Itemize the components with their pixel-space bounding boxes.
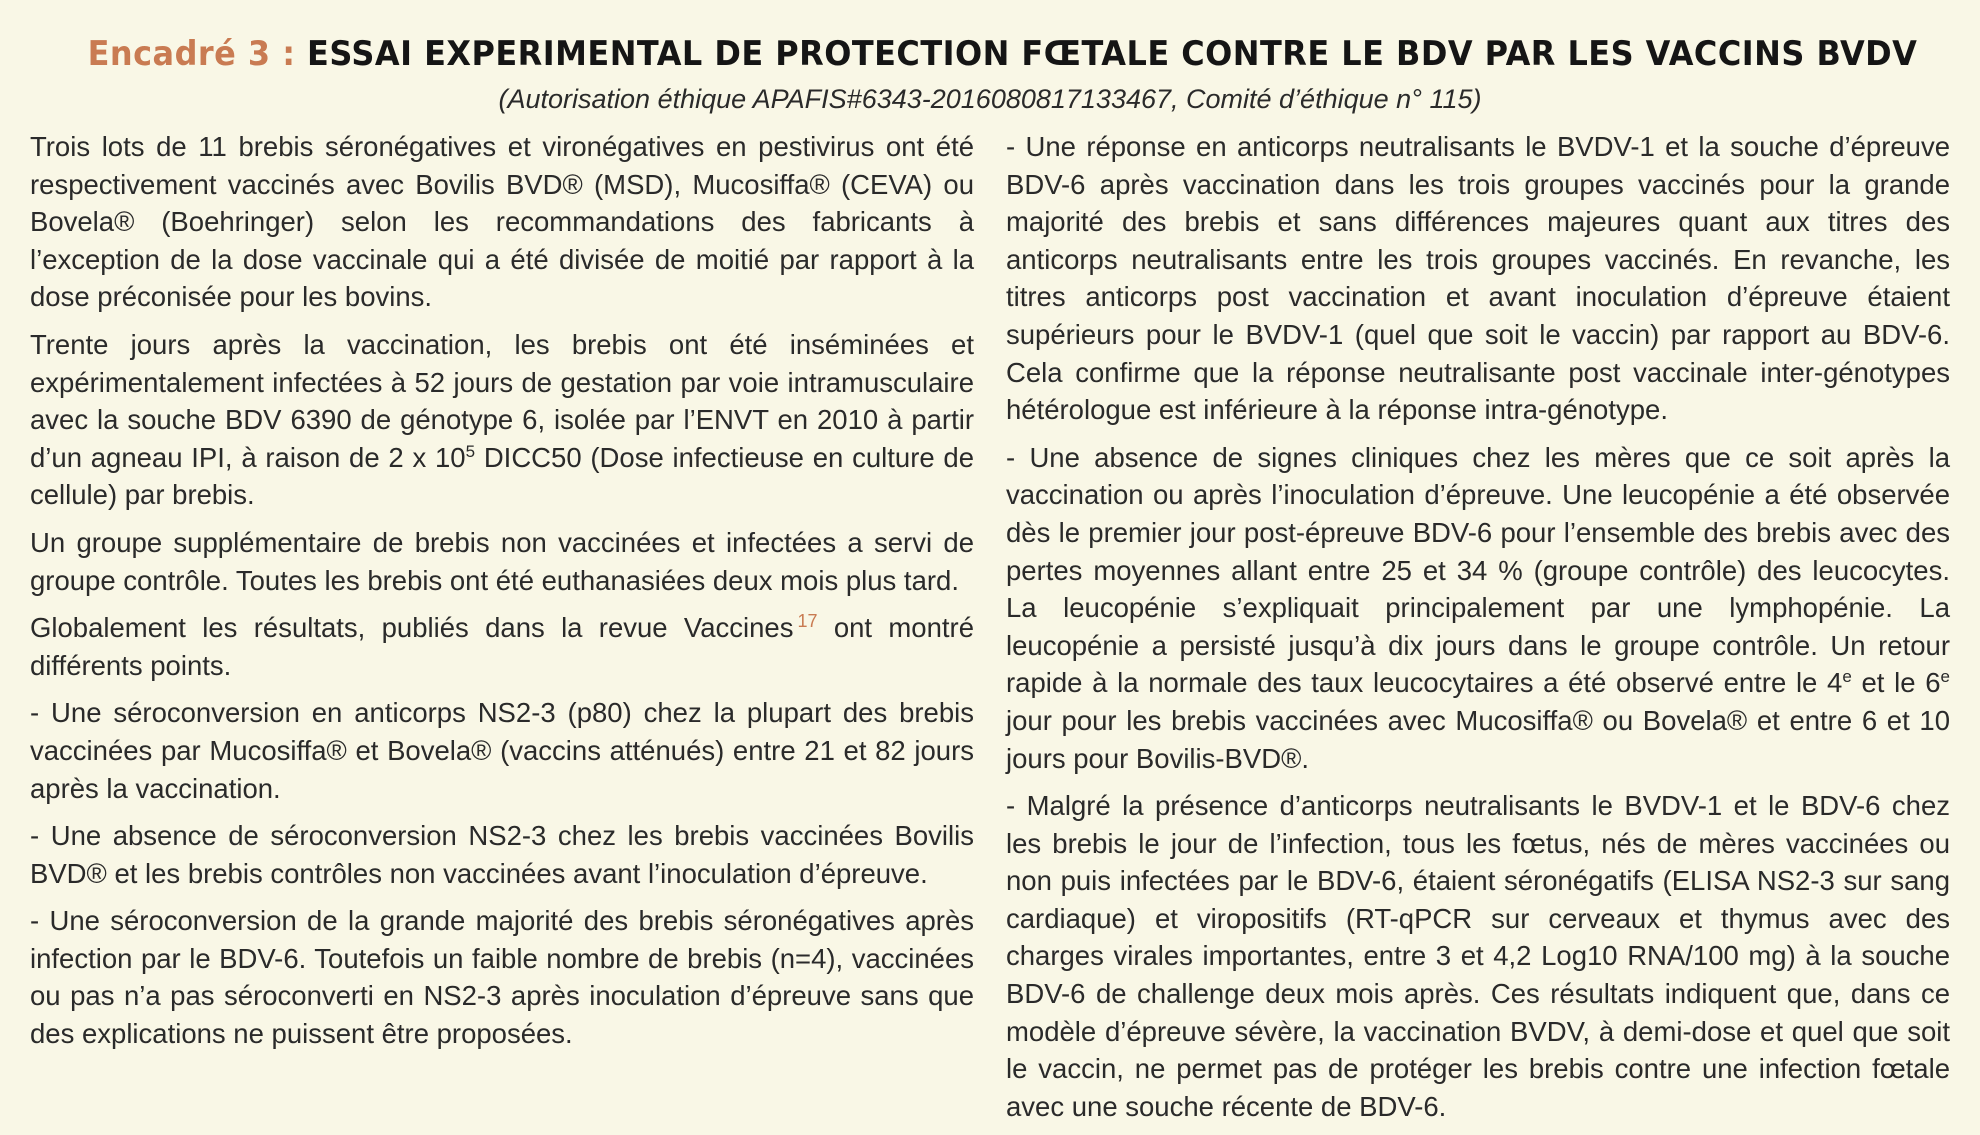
box-title <box>87 30 1918 78</box>
paragraph: - Une séroconversion en anticorps NS2-3 (p80) chez la plupart des brebis vaccinées par Mucosiffa® et Bovela® (vaccins atténués) entre 21 et 82 jours après la vaccination. <box>30 697 974 804</box>
paragraph-text: ont montré différents points. <box>30 612 974 681</box>
paragraph <box>30 326 974 514</box>
reference-number[interactable]: 17 <box>797 610 818 631</box>
paragraph-text: DICC50 (Dose infectieuse en culture de cellule) par brebis. <box>30 441 974 511</box>
exponent: 5 <box>465 441 476 461</box>
paragraph <box>30 609 974 684</box>
box-heading: ESSAI EXPERIMENTAL DE PROTECTION FŒTALE CONTRE LE BDV PAR LES VACCINS BVDV <box>307 34 1918 74</box>
paragraph: - Une absence de séroconversion NS2-3 chez les brebis vaccinées Bovilis BVD® et les brebis contrôles non vaccinées avant l’inoculation d’épreuve. <box>30 820 974 889</box>
paragraph: - Malgré la présence d’anticorps neutralisants le BVDV-1 et le BDV-6 chez les brebis le jour de l’infection, tous les fœtus, nés de mères vaccinées ou non puis infectées par le BDV-6, étaient séronégatifs (ELISA NS2-3 sur sang cardiaque) et viropositifs (RT-qPCR sur cerveaux et thymus avec des charges virales importantes, entre 3 et 4,2 Log10 RNA/100 mg) à la souche BDV-6 de challenge deux mois après. Ces résultats indiquent que, dans ce modèle d’épreuve sévère, la vaccination BVDV, à demi-dose et quel que soit le vaccin, ne permet pas de protéger les brebis contre une infection fœtale avec une souche récente de BDV-6. <box>1006 790 1950 1122</box>
paragraph: Trois lots de 11 brebis séronégatives et vironégatives en pestivirus ont été respectivement vaccinés avec Bovilis BVD® (MSD), Mucosiffa® (CEVA) ou Bovela® (Boehringer) selon les recommandations des fabricants à l’exception de la dose vaccinale qui a été divisée de moitié par rapport à la dose préconisée pour les bovins. <box>30 131 974 313</box>
ordinal-suffix: e <box>1940 667 1950 687</box>
paragraph: - Une réponse en anticorps neutralisants le BVDV-1 et la souche d’épreuve BDV-6 après vaccination dans les trois groupes vaccinés pour la grande majorité des brebis et sans différences majeures quant aux titres des anticorps neutralisants entre les trois groupes vaccinés. En revanche, les titres anticorps post vaccination et avant inoculation d’épreuve étaient supérieurs pour le BVDV-1 (quel que soit le vaccin) par rapport au BDV-6. Cela confirme que la réponse neutralisante post vaccinale inter-génotypes hétérologue est inférieure à la réponse intra-génotype. <box>1006 131 1950 426</box>
text-columns <box>30 128 1950 1135</box>
paragraph-text: jour pour les brebis vaccinées avec Mucosiffa® ou Bovela® et entre 6 et 10 jours pour Bovilis-BVD®. <box>1006 704 1950 774</box>
paragraph-text: Globalement les résultats, publiés dans la revue Vaccines <box>30 612 794 644</box>
box-label: Encadré 3 : <box>87 34 296 74</box>
paragraph: - Une séroconversion de la grande majorité des brebis séronégatives après infection par le BDV-6. Toutefois un faible nombre de brebis (n=4), vaccinées ou pas n’a pas séroconverti en NS2-3 après inoculation d’épreuve sans que des explications ne puissent être proposées. <box>30 905 974 1050</box>
paragraph-text: - Une absence de signes cliniques chez les mères que ce soit après la vaccination ou après l’inoculation d’épreuve. Une leucopénie a été observée dès le premier jour post-épreuve BDV-6 pour l’ensemble des brebis avec des pertes moyennes allant entre 25 et 34 % (groupe contrôle) des leucocytes. La leucopénie s’expliquait principalement par une lymphopénie. La leucopénie a persisté jusqu’à dix jours dans le groupe contrôle. Un retour rapide à la normale des taux leucocytaires a été observé entre le 4 <box>1006 441 1950 699</box>
ethics-subtitle: (Autorisation éthique APAFIS#6343-2016080817133467, Comité d’éthique n° 115) <box>498 84 1482 114</box>
right-column <box>1006 128 1950 1135</box>
ordinal-suffix: e <box>1842 667 1852 687</box>
paragraph <box>1006 439 1950 777</box>
paragraph-text: et le 6 <box>1851 667 1941 699</box>
paragraph: Un groupe supplémentaire de brebis non vaccinées et infectées a servi de groupe contrôle. Toutes les brebis ont été euthanasiées deux mois plus tard. <box>30 526 974 596</box>
paragraph-text: Trente jours après la vaccination, les brebis ont été inséminées et expérimentalement infectées à 52 jours de gestation par voie intramusculaire avec la souche BDV 6390 de génotype 6, isolée par l’ENVT en 2010 à partir d’un agneau IPI, à raison de 2 x 10 <box>30 328 974 473</box>
left-column <box>30 128 974 1135</box>
